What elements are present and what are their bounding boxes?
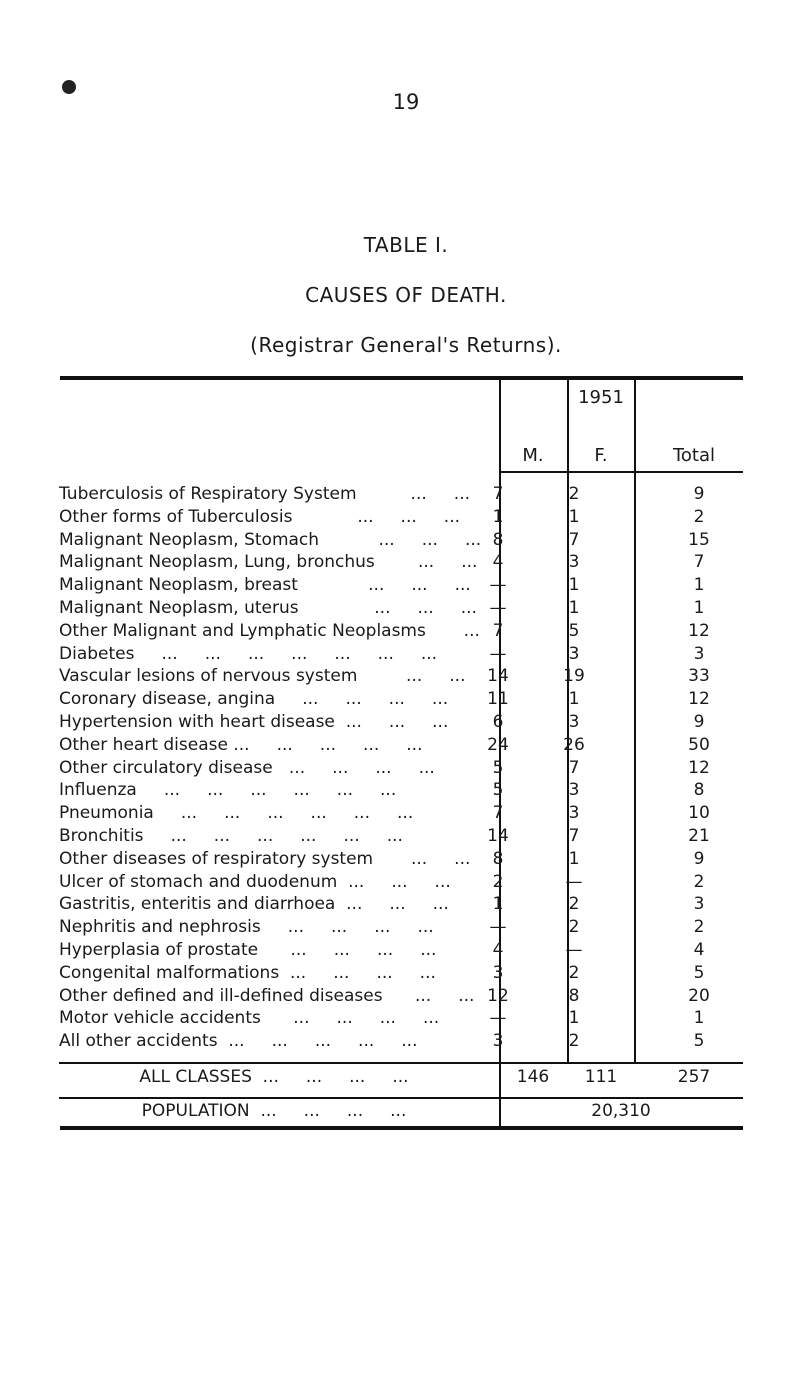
table-row bbox=[59, 985, 759, 1008]
table-row bbox=[59, 871, 759, 894]
total-rule-top bbox=[59, 1062, 743, 1064]
cause-cell: Coronary disease, angina ... ... ... ... bbox=[59, 689, 449, 710]
table-subtitle: CAUSES OF DEATH. bbox=[305, 283, 507, 307]
table-row bbox=[59, 597, 759, 620]
female-count-cell: 3 bbox=[568, 711, 580, 732]
cause-cell: Motor vehicle accidents ... ... ... ... bbox=[59, 1008, 440, 1029]
male-count-cell: — bbox=[489, 1008, 507, 1029]
all-classes-total: 257 bbox=[677, 1067, 711, 1087]
female-count-cell: 2 bbox=[568, 1031, 580, 1052]
male-count-cell: 11 bbox=[487, 689, 509, 710]
total-count-cell: 2 bbox=[693, 871, 705, 892]
table-row bbox=[59, 529, 759, 552]
total-count-cell: 5 bbox=[693, 962, 705, 983]
male-header: M. bbox=[522, 445, 544, 466]
female-count-cell: 3 bbox=[568, 803, 580, 824]
total-count-cell: 9 bbox=[693, 848, 705, 869]
table-row bbox=[59, 825, 759, 848]
table-row bbox=[59, 893, 759, 916]
total-count-cell: 4 bbox=[693, 939, 705, 960]
cause-cell: Malignant Neoplasm, Stomach ... ... ... bbox=[59, 529, 482, 550]
cause-cell: Other forms of Tuberculosis ... ... ... bbox=[59, 506, 461, 527]
header-underline bbox=[499, 471, 743, 473]
total-count-cell: 21 bbox=[688, 825, 710, 846]
year-header: 1951 bbox=[578, 387, 624, 408]
male-count-cell: 8 bbox=[492, 529, 504, 550]
table-row bbox=[59, 779, 759, 802]
table-bottom-rule bbox=[60, 1126, 743, 1130]
male-count-cell: 4 bbox=[492, 552, 504, 573]
female-count-cell: 1 bbox=[568, 597, 580, 618]
female-count-cell: 8 bbox=[568, 985, 580, 1006]
female-count-cell: 1 bbox=[568, 1008, 580, 1029]
cause-cell: Tuberculosis of Respiratory System ... ... bbox=[59, 484, 470, 504]
table-row bbox=[59, 848, 759, 871]
all-classes-female: 111 bbox=[584, 1067, 618, 1087]
female-count-cell: 2 bbox=[568, 484, 580, 504]
male-count-cell: 7 bbox=[492, 803, 504, 824]
page-number: 19 bbox=[392, 90, 420, 114]
female-count-cell: 1 bbox=[568, 506, 580, 527]
total-count-cell: 3 bbox=[693, 643, 705, 664]
male-count-cell: 1 bbox=[492, 506, 504, 527]
female-count-cell: 1 bbox=[568, 848, 580, 869]
cause-cell: Influenza ... ... ... ... ... ... bbox=[59, 780, 397, 801]
total-count-cell: 50 bbox=[688, 734, 710, 755]
male-count-cell: 7 bbox=[492, 484, 504, 504]
cause-cell: Vascular lesions of nervous system ... ... bbox=[59, 666, 466, 687]
female-count-cell: 26 bbox=[563, 734, 585, 755]
male-count-cell: 3 bbox=[492, 1031, 504, 1052]
total-count-cell: 1 bbox=[693, 1008, 705, 1029]
cause-cell: Hyperplasia of prostate ... ... ... ... bbox=[59, 939, 437, 960]
male-count-cell: 14 bbox=[487, 825, 509, 846]
cause-cell: Malignant Neoplasm, uterus ... ... ... bbox=[59, 597, 477, 618]
female-header: F. bbox=[594, 445, 608, 466]
table-row bbox=[59, 483, 759, 506]
table-row bbox=[59, 643, 759, 666]
cause-cell: Malignant Neoplasm, Lung, bronchus ... ... bbox=[59, 552, 478, 573]
table-row bbox=[59, 711, 759, 734]
male-count-cell: — bbox=[489, 643, 507, 664]
all-classes-male: 146 bbox=[516, 1067, 550, 1087]
cause-cell: Other heart disease ... ... ... ... ... bbox=[59, 734, 423, 755]
female-count-cell: 2 bbox=[568, 894, 580, 915]
total-header: Total bbox=[672, 445, 716, 466]
male-count-cell: — bbox=[489, 917, 507, 938]
total-count-cell: 8 bbox=[693, 780, 705, 801]
male-count-cell: 1 bbox=[492, 894, 504, 915]
male-count-cell: 3 bbox=[492, 962, 504, 983]
total-count-cell: 10 bbox=[688, 803, 710, 824]
female-count-cell: — bbox=[565, 871, 583, 892]
male-count-cell: 6 bbox=[492, 711, 504, 732]
cause-cell: Pneumonia ... ... ... ... ... ... bbox=[59, 803, 414, 824]
male-count-cell: 12 bbox=[487, 985, 509, 1006]
total-count-cell: 9 bbox=[693, 484, 705, 504]
male-count-cell: 5 bbox=[492, 757, 504, 778]
table-row bbox=[59, 939, 759, 962]
population-label: POPULATION ... ... ... ... bbox=[141, 1101, 407, 1121]
total-count-cell: 12 bbox=[688, 689, 710, 710]
female-count-cell: 2 bbox=[568, 962, 580, 983]
male-count-cell: 24 bbox=[487, 734, 509, 755]
total-count-cell: 5 bbox=[693, 1031, 705, 1052]
cause-cell: Other defined and ill-defined diseases ... ... bbox=[59, 985, 475, 1006]
male-count-cell: 7 bbox=[492, 620, 504, 641]
table-body bbox=[59, 483, 759, 1053]
total-count-cell: 9 bbox=[693, 711, 705, 732]
table-row bbox=[59, 688, 759, 711]
table-row bbox=[59, 962, 759, 985]
female-count-cell: 7 bbox=[568, 757, 580, 778]
male-count-cell: — bbox=[489, 575, 507, 596]
all-classes-label: ALL CLASSES ... ... ... ... bbox=[139, 1067, 409, 1087]
total-count-cell: 1 bbox=[693, 575, 705, 596]
table-row bbox=[59, 574, 759, 597]
male-count-cell: 14 bbox=[487, 666, 509, 687]
total-count-cell: 7 bbox=[693, 552, 705, 573]
cause-cell: All other accidents ... ... ... ... ... bbox=[59, 1031, 418, 1052]
male-count-cell: 5 bbox=[492, 780, 504, 801]
table-row bbox=[59, 551, 759, 574]
table-row bbox=[59, 1007, 759, 1030]
total-rule-bottom bbox=[59, 1097, 743, 1099]
total-count-cell: 20 bbox=[688, 985, 710, 1006]
table-row bbox=[59, 802, 759, 825]
population-value: 20,310 bbox=[591, 1101, 651, 1121]
cause-cell: Other Malignant and Lymphatic Neoplasms ... bbox=[59, 620, 480, 641]
male-count-cell: 2 bbox=[492, 871, 504, 892]
total-count-cell: 12 bbox=[688, 620, 710, 641]
female-count-cell: 7 bbox=[568, 825, 580, 846]
total-count-cell: 12 bbox=[688, 757, 710, 778]
table-top-rule bbox=[60, 376, 743, 380]
female-count-cell: 2 bbox=[568, 917, 580, 938]
female-count-cell: 1 bbox=[568, 689, 580, 710]
cause-cell: Hypertension with heart disease ... ... ... bbox=[59, 711, 449, 732]
table-row bbox=[59, 1030, 759, 1053]
table-row bbox=[59, 757, 759, 780]
cause-cell: Other diseases of respiratory system ... ... bbox=[59, 848, 471, 869]
cause-cell: Ulcer of stomach and duodenum ... ... ... bbox=[59, 871, 451, 892]
female-count-cell: — bbox=[565, 939, 583, 960]
table-row bbox=[59, 620, 759, 643]
table-row bbox=[59, 734, 759, 757]
table-row bbox=[59, 916, 759, 939]
male-count-cell: 8 bbox=[492, 848, 504, 869]
total-count-cell: 33 bbox=[688, 666, 710, 687]
total-count-cell: 2 bbox=[693, 917, 705, 938]
total-count-cell: 3 bbox=[693, 894, 705, 915]
female-count-cell: 1 bbox=[568, 575, 580, 596]
female-count-cell: 5 bbox=[568, 620, 580, 641]
total-count-cell: 2 bbox=[693, 506, 705, 527]
female-count-cell: 3 bbox=[568, 780, 580, 801]
cause-cell: Diabetes ... ... ... ... ... ... ... bbox=[59, 643, 438, 664]
cause-cell: Gastritis, enteritis and diarrhoea ... ... ... bbox=[59, 894, 449, 915]
male-count-cell: — bbox=[489, 597, 507, 618]
total-count-cell: 1 bbox=[693, 597, 705, 618]
table-row bbox=[59, 506, 759, 529]
female-count-cell: 19 bbox=[563, 666, 585, 687]
male-count-cell: 4 bbox=[492, 939, 504, 960]
cause-cell: Malignant Neoplasm, breast ... ... ... bbox=[59, 575, 471, 596]
female-count-cell: 3 bbox=[568, 552, 580, 573]
cause-cell: Bronchitis ... ... ... ... ... ... bbox=[59, 825, 403, 846]
table-row bbox=[59, 665, 759, 688]
female-count-cell: 7 bbox=[568, 529, 580, 550]
source-note: (Registrar General's Returns). bbox=[250, 333, 562, 357]
table-title: TABLE I. bbox=[363, 233, 449, 257]
cause-cell: Congenital malformations ... ... ... ... bbox=[59, 962, 436, 983]
cause-cell: Nephritis and nephrosis ... ... ... ... bbox=[59, 917, 434, 938]
total-count-cell: 15 bbox=[688, 529, 710, 550]
cause-cell: Other circulatory disease ... ... ... ... bbox=[59, 757, 435, 778]
female-count-cell: 3 bbox=[568, 643, 580, 664]
